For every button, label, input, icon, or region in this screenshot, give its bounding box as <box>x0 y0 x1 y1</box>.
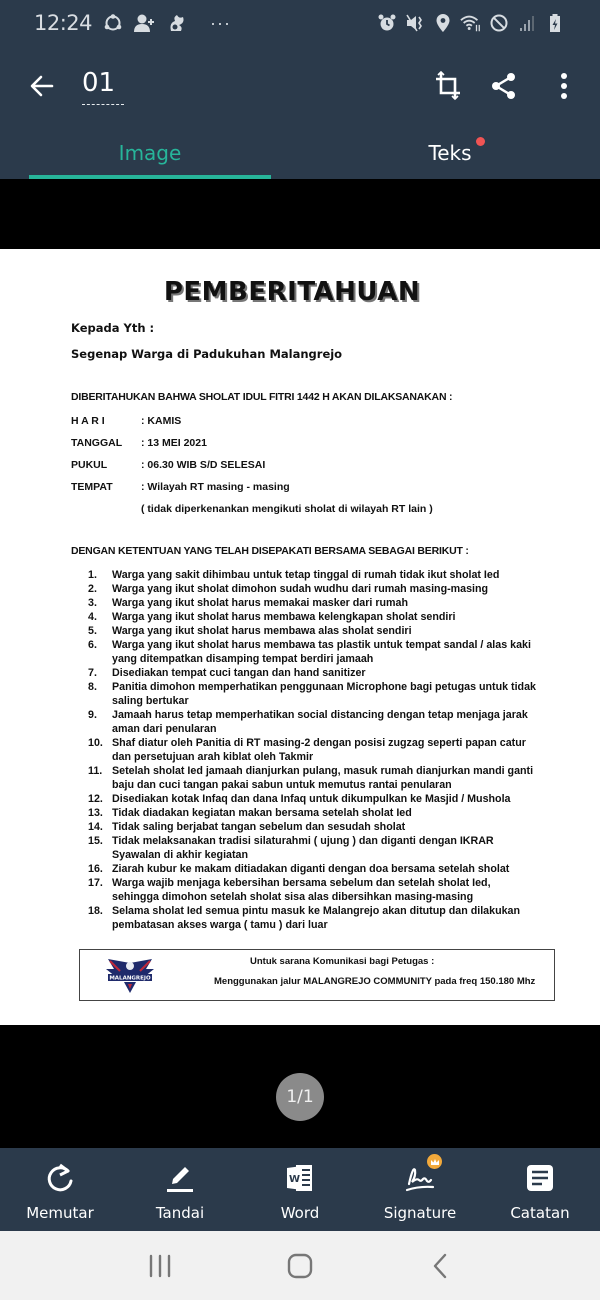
crop-button[interactable] <box>428 66 468 106</box>
rule-item <box>88 680 538 708</box>
rule-item <box>88 904 538 932</box>
notes-icon <box>522 1160 558 1196</box>
rule-item <box>88 820 538 834</box>
tool-label: Signature <box>383 1204 457 1222</box>
share-button[interactable] <box>484 66 524 106</box>
rule-text: Shaf diatur oleh Panitia di RT masing-2 dengan posisi zugzag seperti papan catur dan persetujuan arah kiblat oleh Takmir <box>112 737 526 763</box>
announcement-line: DIBERITAHUKAN BAHWA SHOLAT IDUL FITRI 1442 H AKAN DILAKSANAKAN : <box>71 391 453 403</box>
rule-number: 12. <box>88 793 103 805</box>
rule-text: Warga yang ikut sholat harus membawa tas plastik untuk tempat sandal / alas kaki yang ditempatkan disamping tempat berdiri jamaah <box>112 639 531 665</box>
rule-item <box>88 582 538 596</box>
bottom-toolbar <box>0 1148 600 1231</box>
rules-heading: DENGAN KETENTUAN YANG TELAH DISEPAKATI BERSAMA SEBAGAI BERIKUT : <box>71 545 469 557</box>
word-icon <box>282 1160 318 1196</box>
rule-text: Disediakan tempat cuci tangan dan hand sanitizer <box>112 667 366 679</box>
rule-text: Jamaah harus tetap memperhatikan social distancing dengan tetap menjaga jarak aman dari penularan <box>112 709 528 735</box>
alarm-icon <box>376 12 398 34</box>
more-options-button[interactable] <box>544 66 584 106</box>
rule-item <box>88 596 538 610</box>
rule-item <box>88 806 538 820</box>
rule-text: Ziarah kubur ke makam ditiadakan diganti dengan doa bersama setelah sholat <box>112 863 510 875</box>
more-vert-icon <box>559 72 569 100</box>
crop-icon <box>434 71 462 101</box>
app-bar <box>0 46 600 130</box>
rule-number: 8. <box>88 681 97 693</box>
rule-text: Warga yang ikut sholat harus memakai masker dari rumah <box>112 597 408 609</box>
info-value: : Wilayah RT masing - masing <box>141 481 290 493</box>
rule-number: 9. <box>88 709 97 721</box>
notes-button[interactable] <box>480 1148 600 1231</box>
share-icon <box>490 72 518 100</box>
status-time: 12:24 <box>34 11 93 35</box>
signature-button[interactable] <box>360 1148 480 1231</box>
rule-number: 5. <box>88 625 97 637</box>
info-key: TEMPAT <box>71 481 113 493</box>
info-row-place <box>71 481 290 493</box>
document-title: PEMBERITAHUAN <box>163 277 421 307</box>
arrow-back-icon <box>28 72 56 100</box>
vibrate-mute-icon <box>404 12 426 34</box>
rule-number: 10. <box>88 737 103 749</box>
comm-line-1: Untuk sarana Komunikasi bagi Petugas : <box>250 956 435 967</box>
rule-number: 2. <box>88 583 97 595</box>
rotate-button[interactable] <box>0 1148 120 1231</box>
tab-label: Image <box>118 140 182 165</box>
rule-number: 3. <box>88 597 97 609</box>
tab-image[interactable] <box>0 130 300 179</box>
rule-item <box>88 568 538 582</box>
wifi-icon <box>460 12 482 34</box>
info-value: : 13 MEI 2021 <box>141 437 207 449</box>
info-row-day <box>71 415 181 427</box>
rename-underline <box>82 104 124 105</box>
uc-browser-icon <box>166 12 188 34</box>
sync-icon <box>102 12 124 34</box>
info-key: H A R I <box>71 415 105 427</box>
more-notifications-icon: ··· <box>210 12 232 33</box>
image-viewer[interactable] <box>0 179 600 1148</box>
addressee: Segenap Warga di Padukuhan Malangrejo <box>71 347 343 361</box>
malangrejo-logo <box>104 957 156 995</box>
rule-text: Selama sholat Ied semua pintu masuk ke Malangrejo akan ditutup dan dilakukan pembatasan akses warga ( tamu ) dari luar <box>112 905 521 931</box>
rule-number: 16. <box>88 863 103 875</box>
info-key: TANGGAL <box>71 437 123 449</box>
rule-text: Disediakan kotak Infaq dan dana Infaq untuk dikumpulkan ke Masjid / Mushola <box>112 793 511 805</box>
rule-number: 18. <box>88 905 103 917</box>
rule-text: Warga yang ikut sholat harus membawa alas sholat sendiri <box>112 625 412 637</box>
system-nav-bar <box>0 1231 600 1300</box>
rule-item <box>88 610 538 624</box>
home-button[interactable] <box>270 1241 330 1291</box>
nav-back-button[interactable] <box>410 1241 470 1291</box>
tool-label: Tandai <box>155 1204 205 1222</box>
rule-number: 15. <box>88 835 103 847</box>
rule-number: 13. <box>88 807 103 819</box>
tab-teks[interactable] <box>300 130 600 179</box>
back-button[interactable] <box>24 68 60 104</box>
rule-number: 14. <box>88 821 103 833</box>
rule-text: Warga yang sakit dihimbau untuk tetap tinggal di rumah tidak ikut sholat Ied <box>112 569 500 581</box>
place-note: ( tidak diperkenankan mengikuti sholat di wilayah RT lain ) <box>141 503 433 515</box>
signal-icon <box>516 12 538 34</box>
svg-text:W: W <box>288 1174 301 1185</box>
location-icon <box>432 12 454 34</box>
rule-item <box>88 764 538 792</box>
addressee-label: Kepada Yth : <box>71 321 155 335</box>
rule-item <box>88 708 538 736</box>
rule-item <box>88 736 538 764</box>
rule-item <box>88 666 538 680</box>
comm-line-2: Menggunakan jalur MALANGREJO COMMUNITY pada freq 150.180 Mhz <box>214 976 536 987</box>
rule-text: Setelah sholat Ied jamaah dianjurkan pulang, masuk rumah dianjurkan mandi ganti baju dan cuci tangan pakai sabun untuk memutus rantai penularan <box>112 765 534 791</box>
document-page <box>0 249 600 1025</box>
rule-number: 17. <box>88 877 103 889</box>
rule-item <box>88 834 538 862</box>
tool-label: Memutar <box>26 1204 94 1222</box>
rule-item <box>88 792 538 806</box>
status-bar <box>0 0 600 46</box>
rule-number: 1. <box>88 569 97 581</box>
info-value: : KAMIS <box>141 415 182 427</box>
tool-label: Catatan <box>510 1204 570 1222</box>
view-tabs <box>0 130 600 179</box>
rule-item <box>88 876 538 904</box>
do-not-disturb-icon <box>488 12 510 34</box>
rules-list <box>88 568 538 932</box>
rule-item <box>88 624 538 638</box>
logo-text: MALANGREJO <box>109 975 151 982</box>
document-name[interactable]: 01 <box>82 68 116 98</box>
page-indicator: 1/1 <box>276 1073 324 1121</box>
pencil-icon <box>162 1160 198 1196</box>
rule-number: 6. <box>88 639 97 651</box>
rule-number: 4. <box>88 611 97 623</box>
communication-box <box>79 949 555 1001</box>
rule-text: Warga yang ikut sholat dimohon sudah wudhu dari rumah masing-masing <box>112 583 489 595</box>
tab-label: Teks <box>428 140 472 165</box>
notification-dot <box>476 137 485 146</box>
premium-crown-icon <box>427 1154 442 1169</box>
info-key: PUKUL <box>71 459 108 471</box>
rule-item <box>88 862 538 876</box>
rule-number: 7. <box>88 667 97 679</box>
info-value: : 06.30 WIB S/D SELESAI <box>141 459 266 471</box>
back-icon <box>431 1253 449 1279</box>
recent-apps-button[interactable] <box>130 1241 190 1291</box>
rule-item <box>88 638 538 666</box>
mark-button[interactable] <box>120 1148 240 1231</box>
rule-text: Panitia dimohon memperhatikan penggunaan Microphone bagi petugas untuk tidak saling bertukar <box>112 681 536 707</box>
rule-text: Tidak melaksanakan tradisi silaturahmi ( ujung ) dan diganti dengan IKRAR Syawalan di akhir kegiatan <box>112 835 494 861</box>
word-button[interactable] <box>240 1148 360 1231</box>
rotate-icon <box>42 1160 78 1196</box>
rule-number: 11. <box>88 765 103 777</box>
home-icon <box>287 1253 313 1279</box>
recent-apps-icon <box>147 1254 173 1278</box>
tool-label: Word <box>280 1204 320 1222</box>
rule-text: Warga yang ikut sholat harus membawa kelengkapan sholat sendiri <box>112 611 456 623</box>
rule-text: Tidak saling berjabat tangan sebelum dan sesudah sholat <box>112 821 406 833</box>
rule-text: Warga wajib menjaga kebersihan bersama sebelum dan setelah sholat Ied, sehingga dimohon setelah sholat sisa alas dibersihkan masing-masing <box>112 877 491 903</box>
add-contact-icon <box>134 12 156 34</box>
rule-text: Tidak diadakan kegiatan makan bersama setelah sholat Ied <box>112 807 412 819</box>
info-row-time <box>71 459 265 471</box>
info-row-date <box>71 437 207 449</box>
battery-charging-icon <box>544 12 566 34</box>
